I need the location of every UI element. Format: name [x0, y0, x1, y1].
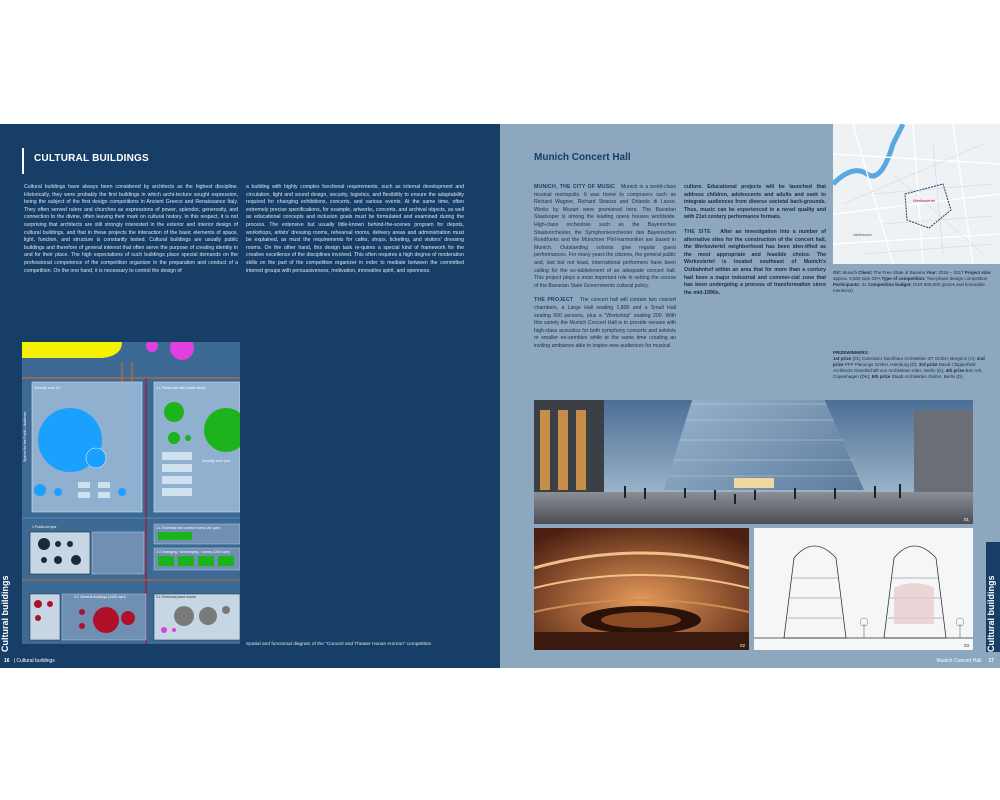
- left-page: [0, 124, 500, 668]
- prize-rank-4: 4th prize: [945, 368, 965, 373]
- prize-text-1: (01) Cukrowicz Nachbaur Architekten ZT GmbH, Bregenz (A);: [852, 356, 976, 361]
- prize-text-2: PFP Planungs GmbH, Hamburg (D);: [844, 362, 918, 367]
- site-map: [833, 124, 1000, 264]
- fact-budget: EUR 900,000 (prizes and honorable mentions): [833, 282, 985, 293]
- image-number-01: 01: [963, 517, 969, 522]
- fact-label-ort: Ort:: [833, 270, 842, 275]
- diagram-label-general: 3.1 General buildings (2430 sqm): [74, 595, 126, 599]
- culture-text: culture. Educational projects will be launched that address children, adolescents and adults and seek to integrate audiences from diverse societal back-grounds. Thus, music can be experienced in a novel quality and with 21st century performance formats.: [684, 184, 826, 221]
- section-drawing-graphic: [754, 528, 973, 650]
- section-heading-text: CULTURAL BUILDINGS: [34, 153, 149, 164]
- fact-ort: Munich: [842, 270, 858, 275]
- left-side-tab: [0, 542, 14, 652]
- prizewinners-heading: PRIZEWINNERS:: [833, 350, 869, 355]
- fact-client: The Free State of Bavaria: [873, 270, 925, 275]
- image-number-03: 03: [963, 643, 969, 648]
- project-facts: [833, 270, 993, 294]
- prize-rank-1: 1st prize: [833, 356, 852, 361]
- map-label-area: Haidhausen: [853, 233, 872, 237]
- svg-text:1 Public Art spa: 1 Public Art spa: [32, 525, 57, 529]
- magazine-spread: [0, 124, 1000, 668]
- fact-year: 2016 – 2017: [938, 270, 964, 275]
- fact-participants: 31: [861, 282, 867, 287]
- right-side-tab-text: Cultural buildings: [986, 575, 996, 652]
- prize-text-4: BIG A/S, Copenhagen (DK);: [833, 368, 983, 379]
- fact-type: Two-phase design competition: [926, 276, 988, 281]
- concert-hall-section-drawing: [754, 528, 973, 650]
- interior-render-graphic: [534, 528, 749, 650]
- right-side-tab: [986, 542, 1000, 652]
- prize-text-3: David Chipperfield Architects Gesellschaft von Architekten mbH, Berlin (D);: [833, 362, 976, 373]
- diagram-label-techrooms: 3.1 Technical plant rooms: [156, 595, 196, 599]
- functional-diagram: [22, 342, 240, 644]
- prize-rank-3: 3rd prize: [918, 362, 938, 367]
- right-page: [500, 124, 1000, 668]
- map-graphic: [833, 124, 1000, 264]
- map-label-site: Werksviertel: [913, 198, 935, 203]
- right-page-number: 17: [988, 658, 994, 664]
- diagram-label-public: 1.1 Public use with public shops: [156, 386, 206, 390]
- project-text: The concert hall will contain two concert chambers, a Large Hall seating 1,800 and a Small Hall seating 600 persons, plus a "Workshop" seating 200. With this variety the Munich Concert Hall is to provide venues with high-class acoustics for both symphony concerts and soloists or smaller en-sembles while at the same time creating an inviting ambiance able to inspire new audiences for musical: [534, 297, 676, 349]
- right-folio-text: Munich Concert Hall: [936, 658, 982, 664]
- body-column-1: Cultural buildings have always been considered by architects as the highest discipline. Historically, they were probably the first buildings in which archi-tecture sought expression, being the subject of the first design competitions in Ancient Greece and Renaissance Italy. They often served rulers and churches as expressions of power, splendor, generosity, and connection to the divine, often leaving their mark on cultural history. In this respect, it is not surprising that architects are still strongly interested in the exterior and interior design of cultural buildings, and that in these projects the interaction of the basic elements of space, light, function, and structure is constantly tested. Cultural buildings are usually public buildings and therefore of general interest that often serve the purpose of creating identity in and for their place. The high expectations of such buildings place special demands on the professional competence of the competition organizer in the preparation and conduct of a competition. On the one hand, it is necessary to control the design of: [24, 184, 238, 274]
- left-page-number: 16: [4, 658, 10, 664]
- image-number-02: 02: [739, 643, 745, 648]
- fact-label-size: Project size:: [964, 270, 992, 275]
- left-side-tab-text: Cultural buildings: [0, 575, 10, 652]
- left-folio: 16 | Cultural buildings: [4, 658, 55, 664]
- diagram-label-security2: Security zone pub: [202, 459, 231, 463]
- diagram-graphic: [22, 342, 240, 644]
- fact-label-type: Type of competition:: [881, 276, 926, 281]
- fact-size: approx. 6,500 sqm GFA: [833, 276, 881, 281]
- article-column-2: [684, 184, 826, 297]
- diagram-label-changing: 2.3 Changing / Unchanging - rooms (1200 sqm): [156, 550, 230, 554]
- lead-site: THE SITE: [684, 228, 711, 235]
- exterior-render-graphic: [534, 400, 973, 524]
- concert-hall-interior-render: [534, 528, 749, 650]
- article-title: Munich Concert Hall: [534, 152, 631, 163]
- site-text: After an investigation into a number of alternative sites for the construction of the concert hall, the Werksviertel neighborhood has been iden-tified as the most appropriate and feasible choice. The Werksviertel is located southeast of Munich's Ostbahnhof within an area that for more than a century had been a major industrial and commer-cial zone that has been undergoing a process of transformation since the mid-1990s.: [684, 228, 826, 296]
- fact-label-participants: Participants:: [833, 282, 861, 287]
- prize-rank-2: 2nd prize: [833, 356, 985, 367]
- fact-label-client: Client:: [858, 270, 873, 275]
- diagram-label-security: Security zone 01: [34, 386, 61, 390]
- lead-city-music: MUNICH, THE CITY OF MUSIC: [534, 184, 615, 190]
- fact-label-budget: Competition budget:: [867, 282, 912, 287]
- body-column-2: a building with highly complex functional requirements, such as internal development and circulation, light and sound design, security, logistics, and flexibility to ensure the adaptability required for changing exhibitions, concerts, and various events. At the same time, often extremely precise specifications, for example, artworks, concerts, and archival objects, as well as educational concepts and inclusion goals must be formulated and examined during the process. The extensive but usually little-known behind-the-scenes program for depots, workshops, artists' dressing rooms, rehearsal rooms, delivery areas and administration must be explained, as must the requirements for cafés, shops, ticketing, and visitors' dressing rooms. On the other hand, this design task re-quires a special kind of framework for the creative excellence of the disciplines involved. This often requires a high degree of moderation skills on the part of the competition organizer in order to mediate between the committed interest groups with persuasiveness, motivation, innovative spirit, and openness.: [246, 184, 464, 274]
- section-heading: [22, 148, 149, 174]
- right-folio: [936, 658, 994, 664]
- prize-rank-5: 5th prize: [871, 374, 891, 379]
- article-column-1: [534, 184, 676, 350]
- left-folio-text: Cultural buildings: [16, 658, 55, 664]
- concert-hall-exterior-render: [534, 400, 973, 524]
- lead-project: THE PROJECT: [534, 297, 574, 304]
- diagram-label-tech: 2.1 Technical and control rooms (all spar): [156, 526, 220, 530]
- prize-list: [833, 356, 985, 379]
- prizewinners: [833, 350, 993, 380]
- city-music-text: Munich is a world-class musical metropolis. It was home to composers such as Richard Wagner, Richard Strauss and Orlando di Lasso. Works by Mozart were premiered here. The Bavarian Staatsoper is among the leading opera houses worldwide. High-class orchestras such as the Bayerisches Staatsorchester, the Symphonieorchester des Bayerischen Rundfunks and the Münchner Phil-harmoniker are based in Munich. Outstanding soloists give regular guest performances. For many years the citizens, the general public and, last but not least, international performers have been calling for the es-tablishment of an adequate concert hall. This project plays a most important role in setting the course of the Bavarian State Governments cultural policy.: [534, 184, 676, 289]
- prize-text-5: Staab Architekten GmbH, Berlin (D): [891, 374, 963, 379]
- fact-label-year: Year:: [926, 270, 938, 275]
- diagram-caption: Spatial and functional diagram of the "Concert and Theater House Amman" competition: [246, 642, 432, 647]
- diagram-label-vertical: Spaces for the Public / Audience: [23, 411, 27, 462]
